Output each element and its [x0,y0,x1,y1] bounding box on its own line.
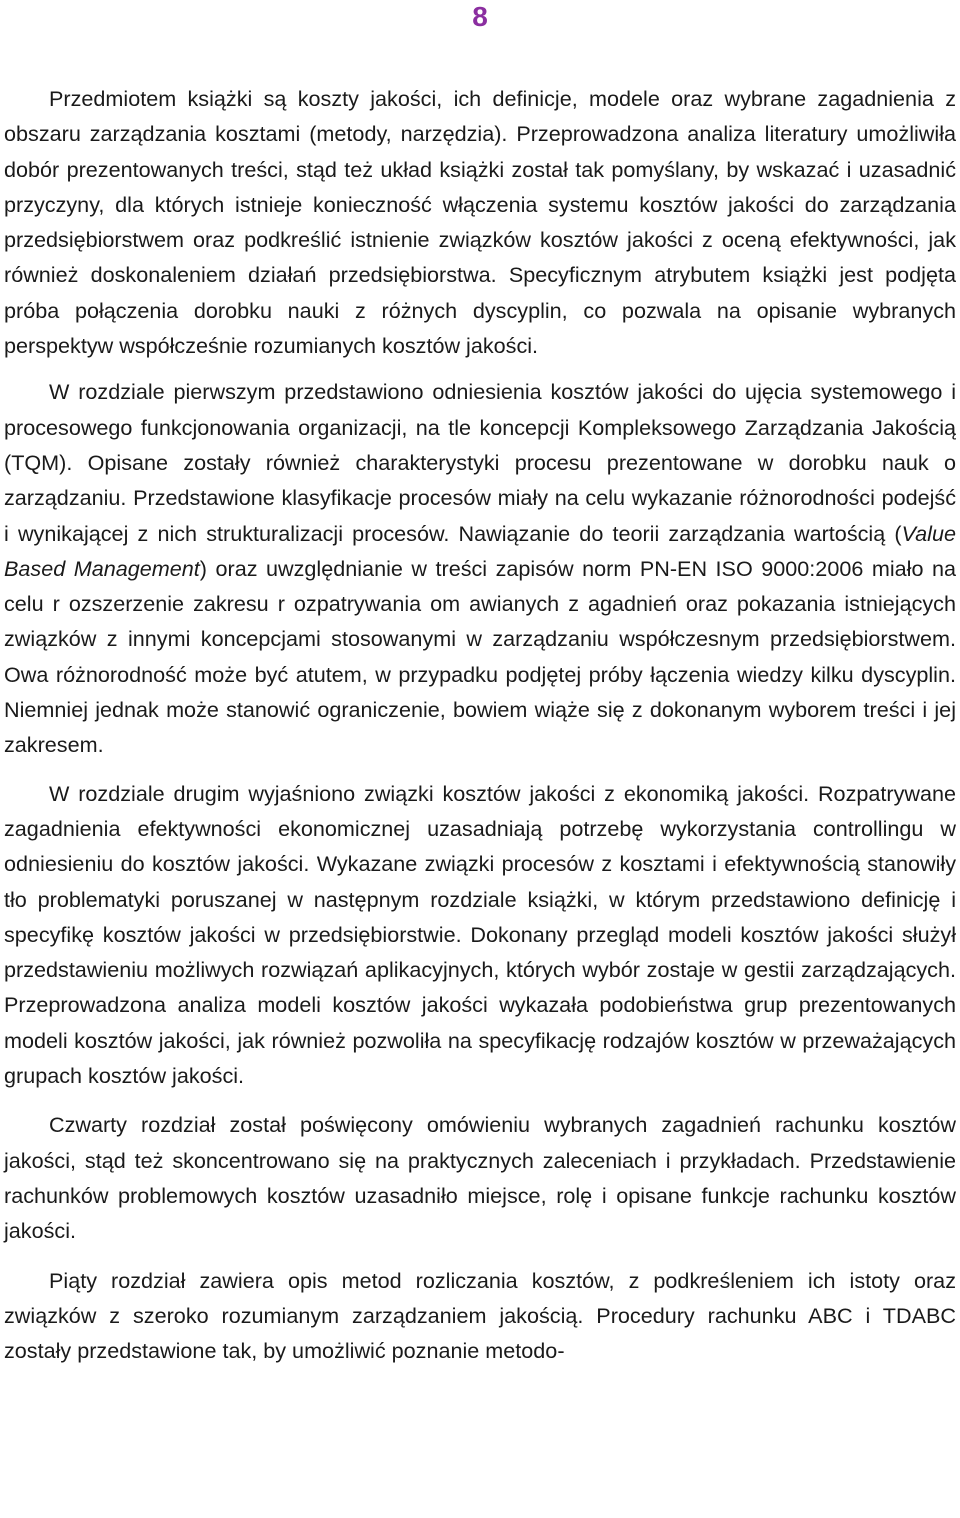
paragraph-chapter-five: Piąty rozdział zawiera opis metod rozliczania kosztów, z podkreśleniem ich istoty oraz związków z szeroko rozumianym zarządzaniem jakością. Procedury rachunku ABC i TDABC zostały przedstawione tak, by umożliwić poznanie metodo- [4,1267,956,1364]
paragraph-intro: Przedmiotem książki są koszty jakości, ich definicje, modele oraz wybrane zagadnienia z obszaru zarządzania kosztami (metody, narzędzia). Przeprowadzona analiza literatury umożliwiła dobór prezentowanych treści, stąd też układ książki został tak pomyślany, by wskazać i uzasadnić przyczyny, dla których istnieje konieczność włączenia systemu kosztów jakości do zarządzania przedsiębiorstwem oraz podkreślić istnienie związków kosztów jakości z oceną efektywności, jak również doskonaleniem działań przedsiębiorstwa. Specyficznym atrybutem książki jest podjęta próba połączenia dorobku nauki z różnych dyscyplin, co pozwala na opisanie wybranych perspektyw współcześnie rozumianych kosztów jakości. [4,86,956,359]
paragraph-chapter-one [4,374,956,762]
paragraph-chapter-four: Czwarty rozdział został poświęcony omówieniu wybranych zagadnień rachunku kosztów jakości, stąd też skoncentrowano się na praktycznych zaleceniach i przykładach. Przedstawienie rachunków problemowych kosztów uzasadniło miejsce, rolę i opisane funkcje rachunku kosztów jakości. [4,1112,956,1244]
document-body [4,81,956,1368]
paragraph-chapter-one-text-a: W rozdziale pierwszym przedstawiono odniesienia kosztów jakości do ujęcia systemowego i procesowego funkcjonowania organizacji, na tle koncepcji Kompleksowego Zarządzania Jakością (TQM). Opisane zostały również charakterystyki procesu prezentowane w dorobku nauk o zarządzaniu. Przedstawione klasyfikacje procesów miały na celu wykazanie różnorodności podejść i wynikającej z nich strukturalizacji procesów. Nawiązanie do teorii zarządzania wartością ( [4,379,956,546]
paragraph-chapter-two: W rozdziale drugim wyjaśniono związki kosztów jakości z ekonomiką jakości. Rozpatrywane zagadnienia efektywności ekonomicznej uzasadniają potrzebę wykorzystania controllingu w odniesieniu do kosztów jakości. Wykazane związki procesów z kosztami i efektywnością stanowiły tło problematyki poruszanej w następnym rozdziale książki, w którym przedstawiono definicję i specyfikę kosztów jakości w przedsiębiorstwie. Dokonany przegląd modeli kosztów jakości służył przedstawieniu możliwych rozwiązań aplikacyjnych, których wybór zostaje w gestii zarządzających. Przeprowadzona analiza modeli kosztów jakości wykazała podobieństwa grup prezentowanych modeli kosztów jakości, jak również pozwoliła na specyfikację rodzajów kosztów w przeważających grupach kosztów jakości. [4,780,956,1089]
page-number: 8 [472,1,488,32]
value-based-management-term: Value Based Management [4,520,956,581]
paragraph-chapter-one-text-b: ) oraz uwzględnianie w treści zapisów norm PN-EN ISO 9000:2006 miało na celu r ozszerzenie zakresu r ozpatrywania om awianych z agadnień oraz pokazania istniejących związków z innymi koncepcjami stosowanymi w zarządzaniu współczesnym przedsiębiorstwem. Owa różnorodność może być atutem, w przypadku podjętej próby łączenia wiedzy kilku dyscyplin. Niemniej jednak może stanowić ograniczenie, bowiem wiąże się z dokonanym wyborem treści i jej zakresem. [4,555,956,758]
